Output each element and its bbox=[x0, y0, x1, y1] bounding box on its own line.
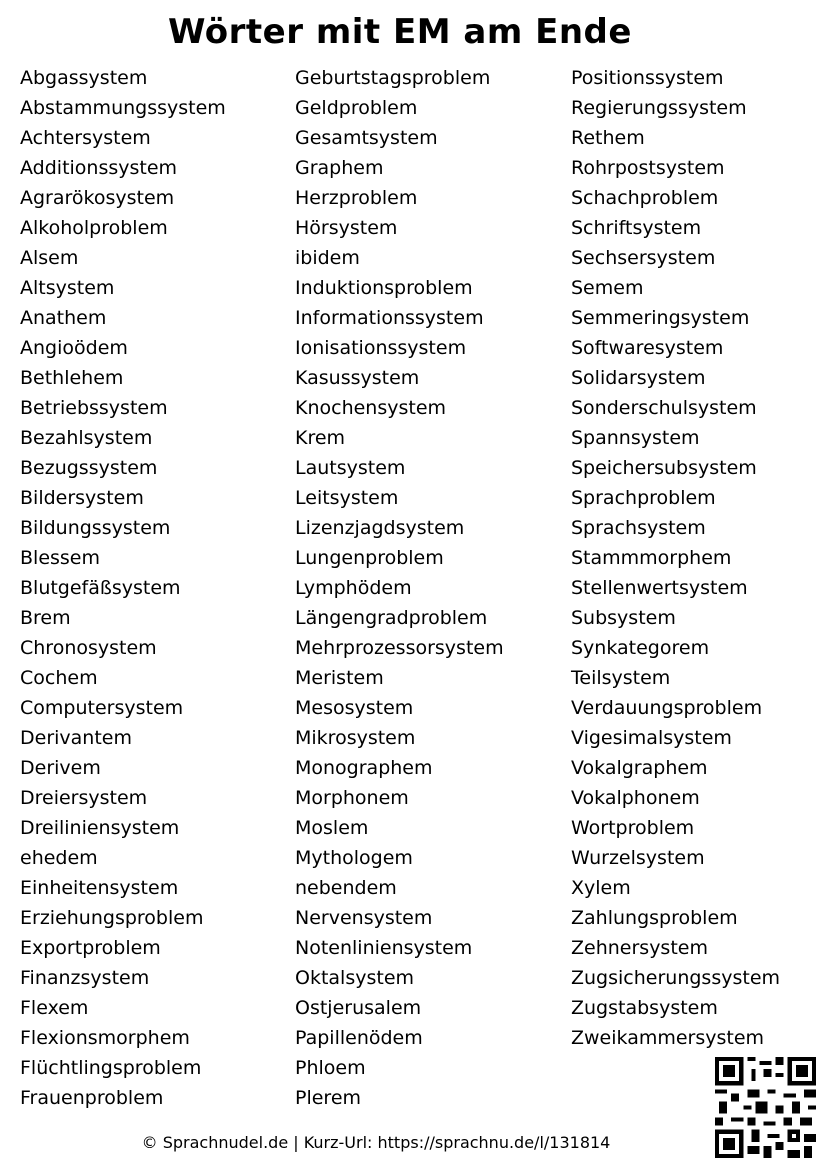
word-item: Computersystem bbox=[20, 697, 184, 719]
word-item: Abstammungssystem bbox=[20, 97, 226, 119]
word-item: Kasussystem bbox=[295, 367, 420, 389]
word-item: ehedem bbox=[20, 847, 98, 869]
word-item: Angioödem bbox=[20, 337, 128, 359]
page-title: Wörter mit EM am Ende bbox=[168, 12, 632, 52]
word-column-3 bbox=[571, 63, 780, 1053]
word-item: Bezugssystem bbox=[20, 457, 158, 479]
word-item: Schachproblem bbox=[571, 187, 719, 209]
word-item: Dreiersystem bbox=[20, 787, 148, 809]
word-item: Betriebssystem bbox=[20, 397, 168, 419]
word-item: Positionssystem bbox=[571, 67, 724, 89]
word-item: Zehnersystem bbox=[571, 937, 708, 959]
word-item: Ostjerusalem bbox=[295, 997, 422, 1019]
word-item: Geldproblem bbox=[295, 97, 418, 119]
word-item: Geburtstagsproblem bbox=[295, 67, 491, 89]
word-column-1 bbox=[20, 63, 226, 1113]
word-item: Erziehungsproblem bbox=[20, 907, 204, 929]
word-item: Notenliniensystem bbox=[295, 937, 473, 959]
word-item: Einheitensystem bbox=[20, 877, 179, 899]
word-item: Teilsystem bbox=[571, 667, 671, 689]
word-item: Semem bbox=[571, 277, 644, 299]
word-item: Sprachproblem bbox=[571, 487, 716, 509]
word-item: Mehrprozessorsystem bbox=[295, 637, 504, 659]
word-item: Moslem bbox=[295, 817, 369, 839]
word-item: Induktionsproblem bbox=[295, 277, 473, 299]
word-item: Chronosystem bbox=[20, 637, 157, 659]
word-item: Semmeringsystem bbox=[571, 307, 750, 329]
word-item: Verdauungsproblem bbox=[571, 697, 763, 719]
word-item: Hörsystem bbox=[295, 217, 398, 239]
word-item: Meristem bbox=[295, 667, 384, 689]
word-item: Zahlungsproblem bbox=[571, 907, 738, 929]
word-item: Flexem bbox=[20, 997, 89, 1019]
word-item: Blessem bbox=[20, 547, 100, 569]
word-item: Cochem bbox=[20, 667, 98, 689]
word-item: Bildersystem bbox=[20, 487, 144, 509]
word-item: Rethem bbox=[571, 127, 645, 149]
word-item: Lizenzjagdsystem bbox=[295, 517, 465, 539]
word-item: Herzproblem bbox=[295, 187, 418, 209]
word-item: Informationssystem bbox=[295, 307, 484, 329]
word-item: Monographem bbox=[295, 757, 433, 779]
word-item: Zugsicherungssystem bbox=[571, 967, 781, 989]
word-item: Flüchtlingsproblem bbox=[20, 1057, 202, 1079]
word-item: Sonderschulsystem bbox=[571, 397, 757, 419]
word-item: Subsystem bbox=[571, 607, 676, 629]
word-item: Solidarsystem bbox=[571, 367, 706, 389]
word-item: Sprachsystem bbox=[571, 517, 706, 539]
word-item: Wurzelsystem bbox=[571, 847, 705, 869]
word-item: Anathem bbox=[20, 307, 107, 329]
word-item: Finanzsystem bbox=[20, 967, 150, 989]
word-item: Oktalsystem bbox=[295, 967, 415, 989]
word-item: Alsem bbox=[20, 247, 79, 269]
word-item: Mesosystem bbox=[295, 697, 414, 719]
word-item: Rohrpostsystem bbox=[571, 157, 725, 179]
word-item: Xylem bbox=[571, 877, 631, 899]
word-item: Blutgefäßsystem bbox=[20, 577, 181, 599]
word-item: nebendem bbox=[295, 877, 397, 899]
word-item: ibidem bbox=[295, 247, 360, 269]
word-item: Altsystem bbox=[20, 277, 115, 299]
word-item: Stellenwertsystem bbox=[571, 577, 748, 599]
word-item: Knochensystem bbox=[295, 397, 447, 419]
word-item: Additionssystem bbox=[20, 157, 178, 179]
word-item: Wortproblem bbox=[571, 817, 695, 839]
word-item: Leitsystem bbox=[295, 487, 399, 509]
footer-source: © Sprachnudel.de | Kurz-Url: https://sprachnu.de/l/131814 bbox=[141, 1133, 611, 1152]
word-item: Lautsystem bbox=[295, 457, 406, 479]
word-item: Graphem bbox=[295, 157, 384, 179]
word-item: Zweikammersystem bbox=[571, 1027, 765, 1049]
word-item: Lungenproblem bbox=[295, 547, 444, 569]
word-item: Zugstabsystem bbox=[571, 997, 718, 1019]
word-item: Bethlehem bbox=[20, 367, 124, 389]
word-item: Nervensystem bbox=[295, 907, 433, 929]
word-item: Phloem bbox=[295, 1057, 366, 1079]
word-item: Krem bbox=[295, 427, 346, 449]
word-item: Vokalgraphem bbox=[571, 757, 708, 779]
word-item: Brem bbox=[20, 607, 71, 629]
word-item: Mikrosystem bbox=[295, 727, 416, 749]
word-item: Exportproblem bbox=[20, 937, 161, 959]
word-column-2 bbox=[295, 63, 504, 1113]
word-item: Mythologem bbox=[295, 847, 413, 869]
word-item: Bildungssystem bbox=[20, 517, 171, 539]
word-item: Gesamtsystem bbox=[295, 127, 438, 149]
word-item: Regierungssystem bbox=[571, 97, 747, 119]
word-item: Alkoholproblem bbox=[20, 217, 168, 239]
word-item: Bezahlsystem bbox=[20, 427, 153, 449]
word-item: Ionisationssystem bbox=[295, 337, 467, 359]
word-item: Softwaresystem bbox=[571, 337, 724, 359]
word-item: Flexionsmorphem bbox=[20, 1027, 190, 1049]
word-item: Agrarökosystem bbox=[20, 187, 175, 209]
word-item: Frauenproblem bbox=[20, 1087, 164, 1109]
word-item: Abgassystem bbox=[20, 67, 148, 89]
word-item: Synkategorem bbox=[571, 637, 710, 659]
word-item: Spannsystem bbox=[571, 427, 700, 449]
word-item: Plerem bbox=[295, 1087, 362, 1109]
word-item: Dreiliniensystem bbox=[20, 817, 180, 839]
word-item: Sechsersystem bbox=[571, 247, 716, 269]
word-item: Derivantem bbox=[20, 727, 132, 749]
word-item: Vokalphonem bbox=[571, 787, 700, 809]
word-item: Derivem bbox=[20, 757, 101, 779]
word-item: Stammmorphem bbox=[571, 547, 732, 569]
word-item: Schriftsystem bbox=[571, 217, 702, 239]
word-item: Lymphödem bbox=[295, 577, 412, 599]
word-item: Achtersystem bbox=[20, 127, 151, 149]
word-item: Speichersubsystem bbox=[571, 457, 757, 479]
word-item: Längengradproblem bbox=[295, 607, 488, 629]
word-item: Morphonem bbox=[295, 787, 409, 809]
word-item: Vigesimalsystem bbox=[571, 727, 732, 749]
word-item: Papillenödem bbox=[295, 1027, 423, 1049]
